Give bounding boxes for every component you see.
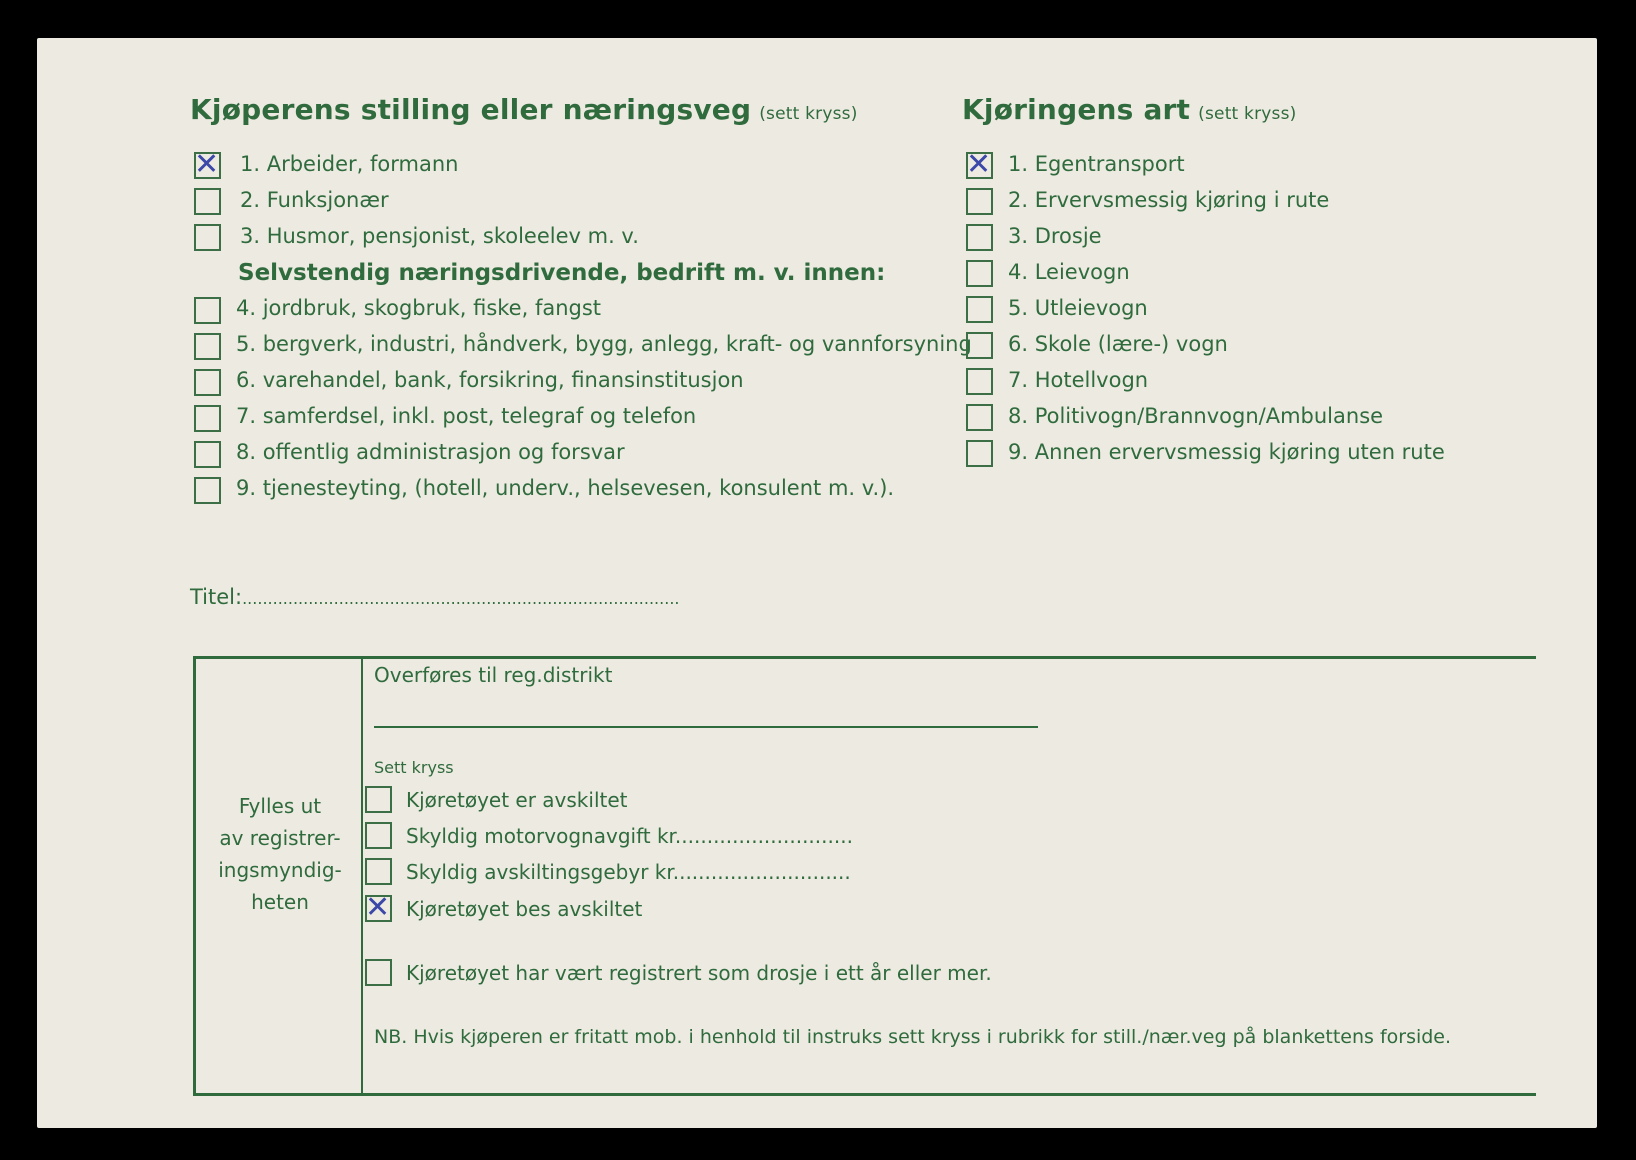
- buyer-occupation-heading: Kjøperens stilling eller næringsveg (sett kryss): [190, 93, 858, 126]
- taxi-registered-label: Kjøretøyet har vært registrert som drosje i ett år eller mer.: [406, 961, 992, 985]
- checkbox-owed-tax[interactable]: [365, 822, 392, 849]
- checkbox-deregistered[interactable]: [365, 786, 392, 813]
- transfer-district-line[interactable]: [374, 726, 1038, 728]
- side-label: Fylles ut av registrer- ingsmyndig- heten: [218, 794, 342, 914]
- checkbox-driving-1[interactable]: ✕: [966, 147, 992, 182]
- driving-2-label: 2. Ervervsmessig kjøring i rute: [1008, 188, 1330, 212]
- driving-4-label: 4. Leievogn: [1008, 260, 1130, 284]
- driving-6-label: 6. Skole (lære-) vogn: [1008, 332, 1228, 356]
- driving-type-heading: Kjøringens art (sett kryss): [962, 93, 1297, 126]
- checkbox-driving-3[interactable]: [966, 224, 993, 251]
- occupation-9-label: 9. tjenesteyting, (hotell, underv., helsevesen, konsulent m. v.).: [236, 476, 895, 500]
- occupation-2-label: 2. Funksjonær: [240, 188, 389, 212]
- box-left-border: [193, 656, 196, 1096]
- box-top-border: [193, 656, 1536, 659]
- request-deregister-label: Kjøretøyet bes avskiltet: [406, 897, 643, 921]
- checkbox-driving-9[interactable]: [966, 440, 993, 467]
- driving-3-label: 3. Drosje: [1008, 224, 1102, 248]
- checkbox-driving-2[interactable]: [966, 188, 993, 215]
- occupation-5-label: 5. bergverk, industri, håndverk, bygg, anlegg, kraft- og vannforsyning: [236, 332, 972, 356]
- driving-8-label: 8. Politivogn/Brannvogn/Ambulanse: [1008, 404, 1384, 428]
- checkbox-occupation-2[interactable]: [194, 188, 221, 215]
- transfer-label: Overføres til reg.distrikt: [374, 663, 613, 687]
- checkbox-driving-7[interactable]: [966, 368, 993, 395]
- checkbox-request-deregister[interactable]: ✕: [365, 890, 391, 925]
- driving-9-label: 9. Annen ervervsmessig kjøring uten rute: [1008, 440, 1445, 464]
- sett-kryss-label: Sett kryss: [374, 758, 454, 777]
- title-field[interactable]: Titel:......................................................................................: [190, 585, 680, 609]
- occupation-6-label: 6. varehandel, bank, forsikring, finansinstitusjon: [236, 368, 744, 392]
- checkbox-occupation-7[interactable]: [194, 405, 221, 432]
- driving-1-label: 1. Egentransport: [1008, 152, 1185, 176]
- checkbox-driving-5[interactable]: [966, 296, 993, 323]
- checkbox-owed-fee[interactable]: [365, 858, 392, 885]
- checkbox-occupation-8[interactable]: [194, 441, 221, 468]
- box-divider: [361, 656, 363, 1096]
- owed-tax-label: Skyldig motorvognavgift kr............................: [406, 824, 853, 848]
- checkbox-occupation-3[interactable]: [194, 224, 221, 251]
- nb-note: NB. Hvis kjøperen er fritatt mob. i henhold til instruks sett kryss i rubrikk for still./nær.veg på blankettens forside.: [374, 1026, 1452, 1048]
- checkbox-driving-6[interactable]: [966, 332, 993, 359]
- checkbox-occupation-1[interactable]: ✕: [194, 147, 220, 182]
- checkbox-occupation-6[interactable]: [194, 369, 221, 396]
- checkbox-driving-4[interactable]: [966, 260, 993, 287]
- checkbox-taxi-registered[interactable]: [365, 959, 392, 986]
- occupation-4-label: 4. jordbruk, skogbruk, fiske, fangst: [236, 296, 602, 320]
- occupation-8-label: 8. offentlig administrasjon og forsvar: [236, 440, 625, 464]
- box-bottom-border: [193, 1093, 1536, 1096]
- deregistered-label: Kjøretøyet er avskiltet: [406, 788, 628, 812]
- checkbox-occupation-5[interactable]: [194, 333, 221, 360]
- checkbox-occupation-9[interactable]: [194, 477, 221, 504]
- driving-5-label: 5. Utleievogn: [1008, 296, 1148, 320]
- self-employed-subheading: Selvstendig næringsdrivende, bedrift m. v. innen:: [238, 260, 886, 286]
- checkbox-driving-8[interactable]: [966, 404, 993, 431]
- driving-7-label: 7. Hotellvogn: [1008, 368, 1149, 392]
- occupation-3-label: 3. Husmor, pensjonist, skoleelev m. v.: [240, 224, 639, 248]
- occupation-1-label: 1. Arbeider, formann: [240, 152, 459, 176]
- checkbox-occupation-4[interactable]: [194, 297, 221, 324]
- occupation-7-label: 7. samferdsel, inkl. post, telegraf og telefon: [236, 404, 697, 428]
- owed-fee-label: Skyldig avskiltingsgebyr kr............................: [406, 860, 851, 884]
